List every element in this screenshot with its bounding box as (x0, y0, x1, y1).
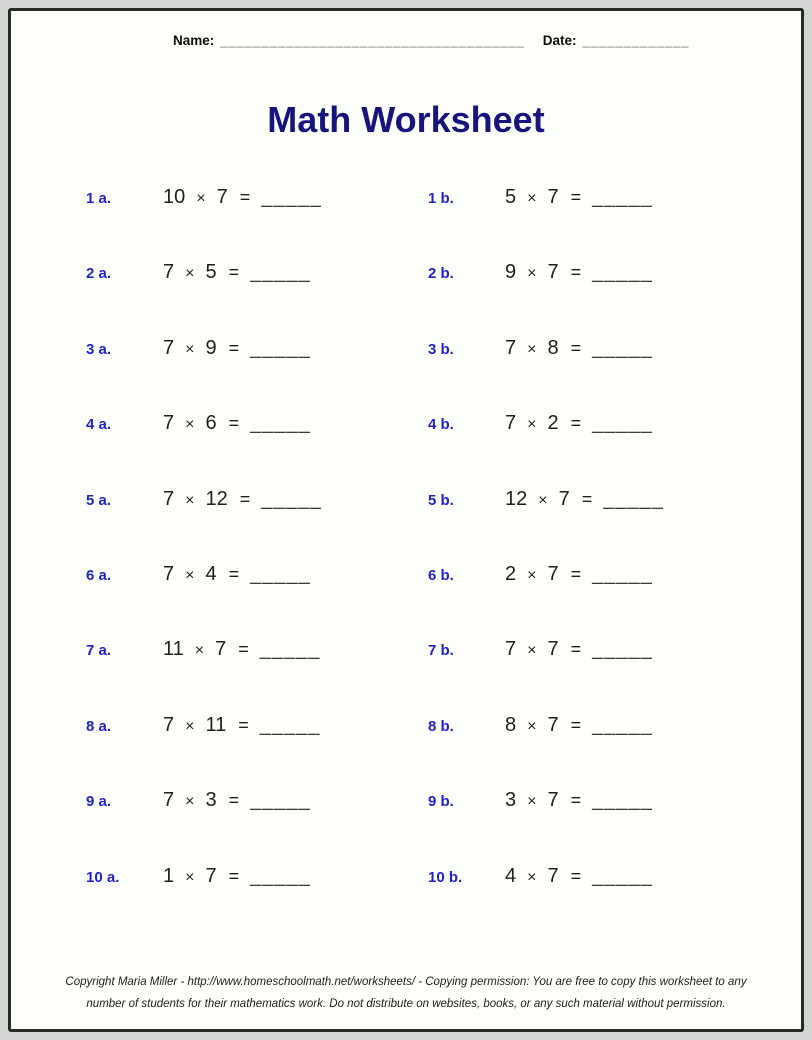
equals-sign: = (570, 262, 582, 283)
answer-blank: _____ (259, 713, 321, 736)
problems-grid (86, 159, 801, 913)
problem-10b (428, 838, 801, 913)
factor-2: 7 (547, 789, 559, 812)
equals-sign: = (570, 563, 582, 584)
problem-label: 7 a. (86, 642, 112, 660)
equals-sign: = (239, 187, 251, 207)
problem-6a (86, 536, 428, 611)
problem-4a (86, 385, 428, 460)
factor-2: 2 (547, 412, 559, 435)
copyright-line-1: Copyright Maria Miller - http://www.homeschoolmath.net/worksheets/ - Copying permission: You are free to copy this worksheet to any (65, 976, 747, 989)
times-sign: × (527, 793, 537, 811)
equals-sign: = (228, 790, 240, 811)
answer-blank: _____ (250, 336, 311, 359)
answer-blank: _____ (259, 638, 321, 661)
answer-blank: _____ (250, 261, 311, 284)
problem-equation (505, 186, 653, 209)
equals-sign: = (581, 488, 593, 509)
problem-3b (428, 310, 801, 385)
times-sign: × (185, 793, 195, 811)
problem-label: 4 a. (86, 416, 112, 434)
problem-5b (428, 461, 801, 536)
problem-label: 7 b. (428, 642, 454, 660)
problem-equation (163, 261, 311, 284)
factor-2: 9 (205, 336, 217, 359)
problem-label: 3 a. (86, 340, 112, 358)
worksheet-page (8, 8, 804, 1032)
factor-1: 2 (505, 562, 517, 585)
problem-equation (163, 638, 320, 661)
answer-blank: _____ (250, 789, 311, 812)
factor-1: 7 (505, 336, 517, 359)
problem-equation (505, 337, 653, 360)
problem-equation (163, 714, 320, 737)
factor-1: 7 (505, 412, 517, 435)
problem-equation (505, 563, 653, 586)
factor-2: 7 (547, 186, 559, 208)
problem-label: 6 b. (428, 566, 454, 584)
factor-1: 11 (163, 638, 184, 661)
problem-label: 8 a. (86, 717, 112, 735)
equals-sign: = (570, 187, 582, 207)
answer-blank: _____ (250, 562, 311, 585)
equals-sign: = (228, 563, 240, 584)
page-title: Math Worksheet (267, 99, 545, 140)
copyright-footer (11, 972, 801, 1016)
date-label: Date: (542, 33, 577, 48)
problem-equation (505, 412, 653, 435)
problem-equation (163, 337, 311, 360)
problem-9a (86, 762, 428, 837)
equals-sign: = (238, 639, 249, 660)
factor-2: 6 (205, 412, 217, 435)
times-sign: × (185, 717, 195, 735)
factor-1: 4 (505, 864, 517, 887)
problem-label: 1 a. (86, 190, 112, 207)
problem-label: 6 a. (86, 566, 112, 584)
problem-10a (86, 838, 428, 913)
equals-sign: = (228, 413, 240, 434)
problem-2a (86, 234, 428, 309)
problem-1b (428, 159, 801, 234)
times-sign: × (527, 717, 537, 735)
problem-7b (428, 611, 801, 686)
answer-blank: _____ (592, 864, 653, 887)
answer-blank: _____ (592, 261, 653, 284)
times-sign: × (527, 340, 537, 358)
factor-1: 7 (163, 789, 175, 812)
factor-2: 7 (216, 186, 228, 208)
factor-1: 5 (505, 186, 517, 208)
factor-1: 7 (163, 487, 175, 510)
problem-5a (86, 461, 428, 536)
factor-2: 5 (205, 261, 217, 284)
factor-1: 7 (505, 638, 517, 661)
times-sign: × (527, 566, 537, 584)
equals-sign: = (228, 262, 240, 283)
problem-6b (428, 536, 801, 611)
problem-equation (163, 563, 311, 586)
times-sign: × (194, 642, 205, 660)
problem-label: 10 a. (86, 868, 120, 886)
problem-label: 8 b. (428, 717, 454, 735)
equals-sign: = (238, 714, 249, 735)
problem-1a (86, 159, 428, 234)
answer-blank: _____ (261, 487, 322, 510)
times-sign: × (196, 190, 206, 207)
factor-2: 7 (547, 713, 559, 736)
problem-equation (505, 261, 653, 284)
times-sign: × (527, 190, 537, 207)
date-blank-line: _____________ (582, 33, 690, 48)
equals-sign: = (570, 337, 582, 358)
times-sign: × (538, 491, 548, 509)
factor-2: 11 (205, 713, 227, 736)
problem-equation (505, 865, 653, 888)
answer-blank: _____ (250, 412, 311, 435)
answer-blank: _____ (250, 864, 311, 887)
factor-1: 7 (163, 336, 175, 359)
times-sign: × (185, 416, 195, 434)
problem-7a (86, 611, 428, 686)
problem-label: 2 b. (428, 265, 454, 283)
factor-1: 7 (163, 261, 175, 284)
problem-label: 4 b. (428, 416, 454, 434)
times-sign: × (527, 416, 537, 434)
name-label: Name: (173, 33, 215, 48)
factor-1: 8 (505, 713, 517, 736)
problem-2b (428, 234, 801, 309)
equals-sign: = (570, 865, 582, 886)
problem-equation (163, 865, 311, 888)
factor-2: 7 (547, 261, 559, 284)
name-date-row (173, 33, 801, 48)
factor-2: 7 (547, 562, 559, 585)
factor-2: 7 (205, 864, 217, 887)
answer-blank: _____ (592, 638, 653, 661)
factor-2: 7 (215, 638, 227, 661)
answer-blank: _____ (592, 336, 653, 359)
equals-sign: = (570, 639, 582, 660)
factor-1: 3 (505, 789, 517, 812)
problem-label: 5 b. (428, 491, 454, 509)
equals-sign: = (570, 413, 582, 434)
problem-label: 9 b. (428, 793, 454, 811)
answer-blank: _____ (592, 713, 653, 736)
problem-equation (163, 488, 322, 511)
answer-blank: _____ (592, 412, 653, 435)
factor-2: 7 (547, 638, 559, 661)
problem-3a (86, 310, 428, 385)
equals-sign: = (570, 714, 582, 735)
times-sign: × (185, 868, 195, 886)
times-sign: × (185, 265, 195, 283)
factor-2: 4 (205, 562, 217, 585)
equals-sign: = (239, 488, 251, 509)
times-sign: × (527, 642, 537, 660)
factor-1: 12 (505, 487, 528, 510)
name-blank-line: _____________________________________ (220, 33, 525, 48)
factor-2: 8 (547, 336, 559, 359)
factor-2: 7 (558, 487, 570, 510)
times-sign: × (527, 265, 537, 283)
times-sign: × (185, 491, 195, 509)
times-sign: × (527, 868, 537, 886)
factor-1: 1 (163, 864, 175, 887)
problem-equation (505, 488, 664, 511)
problem-equation (505, 714, 653, 737)
problem-label: 10 b. (428, 868, 463, 886)
factor-2: 12 (205, 487, 228, 510)
problem-equation (163, 186, 322, 209)
equals-sign: = (228, 337, 240, 358)
problem-equation (505, 789, 653, 812)
factor-2: 7 (547, 864, 559, 887)
copyright-line-2: number of students for their mathematics work. Do not distribute on websites, books, or any such material without permission. (86, 998, 726, 1011)
factor-1: 10 (163, 186, 186, 208)
factor-1: 7 (163, 562, 175, 585)
problem-8b (428, 687, 801, 762)
factor-1: 9 (505, 261, 517, 284)
answer-blank: _____ (592, 562, 653, 585)
problem-4b (428, 385, 801, 460)
answer-blank: _____ (603, 487, 664, 510)
equals-sign: = (228, 865, 240, 886)
factor-1: 7 (163, 713, 175, 736)
problem-9b (428, 762, 801, 837)
problem-equation (163, 412, 311, 435)
problem-equation (505, 638, 653, 661)
answer-blank: _____ (261, 186, 322, 208)
factor-1: 7 (163, 412, 175, 435)
factor-2: 3 (205, 789, 217, 812)
answer-blank: _____ (592, 186, 653, 208)
problem-label: 9 a. (86, 793, 112, 811)
problem-8a (86, 687, 428, 762)
answer-blank: _____ (592, 789, 653, 812)
problem-equation (163, 789, 311, 812)
problem-label: 1 b. (428, 190, 454, 207)
problem-label: 2 a. (86, 265, 112, 283)
times-sign: × (185, 340, 195, 358)
problem-label: 5 a. (86, 491, 112, 509)
times-sign: × (185, 566, 195, 584)
equals-sign: = (570, 790, 582, 811)
problem-label: 3 b. (428, 340, 454, 358)
